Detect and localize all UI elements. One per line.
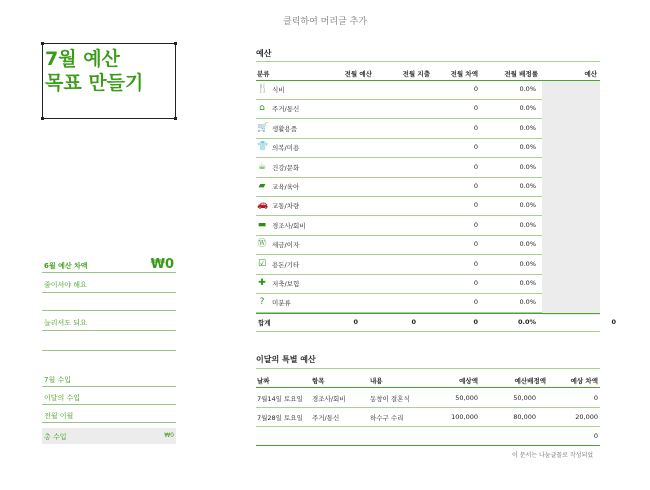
title-line-2: 목표 만들기 — [45, 72, 144, 94]
special-desc: 동창이 결혼식 — [370, 395, 410, 403]
category-label: 저축/보험 — [272, 280, 300, 288]
budget-header-prev-budget: 전월 예산 — [344, 70, 372, 78]
ticket-icon: ▬ — [257, 219, 267, 230]
category-label: 생활용품 — [272, 124, 298, 133]
house-icon: ⌂ — [259, 103, 265, 114]
special-header-expected: 예상액 — [459, 377, 478, 385]
budget-title: 예산 — [256, 49, 272, 58]
book-icon: ▰ — [258, 181, 266, 191]
prev-diff-value: 0 — [473, 201, 478, 210]
special-item: 주거/통신 — [312, 414, 340, 422]
prev-rate-value: 0.0% — [519, 279, 536, 287]
prev-rate-value: 0.0% — [519, 85, 536, 93]
prev-diff-value: 0 — [473, 220, 478, 229]
question-icon: ? — [259, 297, 265, 308]
budget-row[interactable] — [256, 235, 600, 254]
total-bottom-rule — [256, 331, 600, 332]
budget-header-prev-diff: 전월 차액 — [450, 70, 478, 78]
special-row[interactable] — [256, 388, 600, 407]
prev-diff-value: 0 — [473, 123, 478, 132]
budget-row[interactable] — [256, 99, 600, 118]
checkbox-icon: ☑ — [257, 258, 267, 269]
title-line-1: 7월 예산 — [45, 48, 120, 70]
prev-rate-value: 0.0% — [519, 123, 536, 132]
resize-handle[interactable] — [174, 42, 177, 45]
prev-diff-value: 0 — [473, 104, 478, 113]
special-row[interactable] — [256, 407, 600, 426]
special-bottom-rule — [256, 445, 600, 446]
special-total-diff: 0 — [593, 432, 598, 440]
income-last-row[interactable] — [42, 408, 176, 423]
prev-diff-value: 0 — [473, 259, 478, 268]
reduce-row — [42, 278, 176, 293]
income-title: 7월 수입 — [44, 376, 71, 384]
budget-row[interactable] — [256, 293, 600, 312]
total-prev-spend: 0 — [411, 318, 416, 326]
special-header-allocated: 예산배정액 — [514, 377, 546, 385]
plus-cross-icon: ✚ — [258, 278, 266, 288]
variance-value: ₩0 — [150, 257, 174, 272]
page-header-placeholder[interactable]: 클릭하여 머리글 추가 — [283, 17, 367, 27]
income-this-label: 이달의 수입 — [44, 394, 81, 402]
total-budget: 0 — [611, 318, 616, 326]
divider — [256, 61, 600, 62]
won-coin-icon: Ⓦ — [257, 239, 267, 250]
prev-diff-value: 0 — [473, 182, 478, 190]
budget-header-prev-spend: 전월 지출 — [402, 70, 430, 78]
prev-diff-value: 0 — [473, 85, 478, 93]
shirt-icon: 👕 — [257, 142, 269, 153]
special-total-row — [256, 426, 600, 445]
budget-total-row — [256, 313, 616, 332]
special-header-date: 날짜 — [257, 377, 270, 385]
cup-icon: ☕ — [257, 161, 267, 172]
prev-rate-value: 0.0% — [519, 162, 536, 171]
category-label: 경조사/회비 — [272, 221, 306, 230]
prev-rate-value: 0.0% — [519, 201, 536, 210]
special-diff: 0 — [593, 394, 598, 402]
category-label: 건강/문화 — [272, 163, 300, 172]
fork-knife-icon: 🍴 — [257, 84, 269, 94]
total-prev-diff: 0 — [473, 318, 478, 326]
special-expected: 50,000 — [455, 394, 478, 402]
special-allocated: 80,000 — [513, 413, 536, 421]
total-prev-budget: 0 — [353, 318, 358, 326]
prev-diff-value: 0 — [473, 162, 478, 171]
prev-diff-value: 0 — [473, 279, 478, 287]
budget-row[interactable] — [256, 196, 600, 215]
prev-rate-value: 0.0% — [519, 259, 536, 268]
increase-row — [42, 316, 176, 331]
category-label: 의복/미용 — [272, 144, 300, 153]
budget-row[interactable] — [256, 274, 600, 293]
budget-row[interactable] — [256, 138, 600, 157]
cart-icon: 🛒 — [257, 122, 269, 133]
prev-rate-value: 0.0% — [519, 240, 536, 249]
category-label: 교통/차량 — [272, 202, 300, 211]
special-date: 7월14일 토요일 — [257, 395, 303, 403]
footer-note: 이 문서는 나눔글꼴로 작성되었 — [512, 452, 594, 459]
category-label: 용돈/기타 — [272, 260, 300, 269]
prev-diff-value: 0 — [473, 143, 478, 152]
budget-total-label: 합계 — [258, 319, 271, 327]
category-label: 주거/통신 — [272, 105, 300, 114]
budget-row[interactable] — [256, 119, 600, 138]
resize-handle[interactable] — [41, 42, 44, 45]
total-prev-rate: 0.0% — [517, 318, 536, 326]
category-label: 식비 — [272, 86, 285, 94]
resize-handle[interactable] — [174, 117, 177, 120]
prev-rate-value: 0.0% — [519, 298, 536, 307]
special-diff: 20,000 — [575, 413, 598, 421]
prev-rate-value: 0.0% — [519, 220, 536, 229]
income-title-row — [42, 372, 176, 387]
budget-row[interactable] — [256, 158, 600, 177]
special-title: 이달의 특별 예산 — [256, 355, 316, 364]
prev-rate-value: 0.0% — [519, 182, 536, 190]
increase-input-line[interactable] — [42, 330, 176, 351]
budget-row[interactable] — [256, 255, 600, 274]
reduce-label: 줄이셔야 해요 — [44, 281, 87, 289]
special-expected: 100,000 — [451, 413, 478, 421]
category-label: 세금/이자 — [272, 241, 300, 250]
income-total-label: 총 수입 — [44, 433, 67, 441]
reduce-input-line[interactable] — [42, 292, 176, 311]
prev-rate-value: 0.0% — [519, 143, 536, 152]
special-header-diff: 예상 차액 — [570, 377, 598, 385]
category-label: 교육/육아 — [272, 183, 300, 191]
variance-section — [42, 258, 176, 273]
special-date: 7월28일 토요일 — [257, 414, 303, 422]
variance-label: 6월 예산 차액 — [44, 262, 88, 270]
prev-diff-value: 0 — [473, 298, 478, 307]
prev-diff-value: 0 — [473, 240, 478, 249]
budget-row[interactable] — [256, 216, 600, 235]
special-desc: 하수구 수리 — [370, 414, 404, 422]
prev-rate-value: 0.0% — [519, 104, 536, 113]
budget-header-category: 분류 — [257, 70, 270, 78]
budget-row[interactable] — [256, 80, 600, 99]
income-last-label: 전월 이월 — [44, 412, 74, 420]
special-header-item: 항목 — [312, 377, 325, 385]
category-label: 미분류 — [272, 299, 291, 308]
budget-header-prev-rate: 전월 배정률 — [504, 70, 538, 78]
resize-handle[interactable] — [41, 117, 44, 120]
special-item: 경조사/회비 — [312, 395, 346, 403]
budget-header-budget: 예산 — [584, 70, 597, 78]
increase-label: 늘리셔도 되요 — [44, 319, 87, 327]
car-icon: 🚗 — [257, 200, 269, 211]
income-this-row[interactable] — [42, 390, 176, 405]
income-total-row — [42, 428, 176, 444]
special-header-desc: 내용 — [370, 377, 383, 385]
title-box[interactable] — [42, 43, 176, 119]
budget-row[interactable] — [256, 177, 600, 196]
special-allocated: 50,000 — [513, 394, 536, 402]
divider — [256, 368, 600, 369]
income-total-value: ₩0 — [164, 432, 174, 439]
